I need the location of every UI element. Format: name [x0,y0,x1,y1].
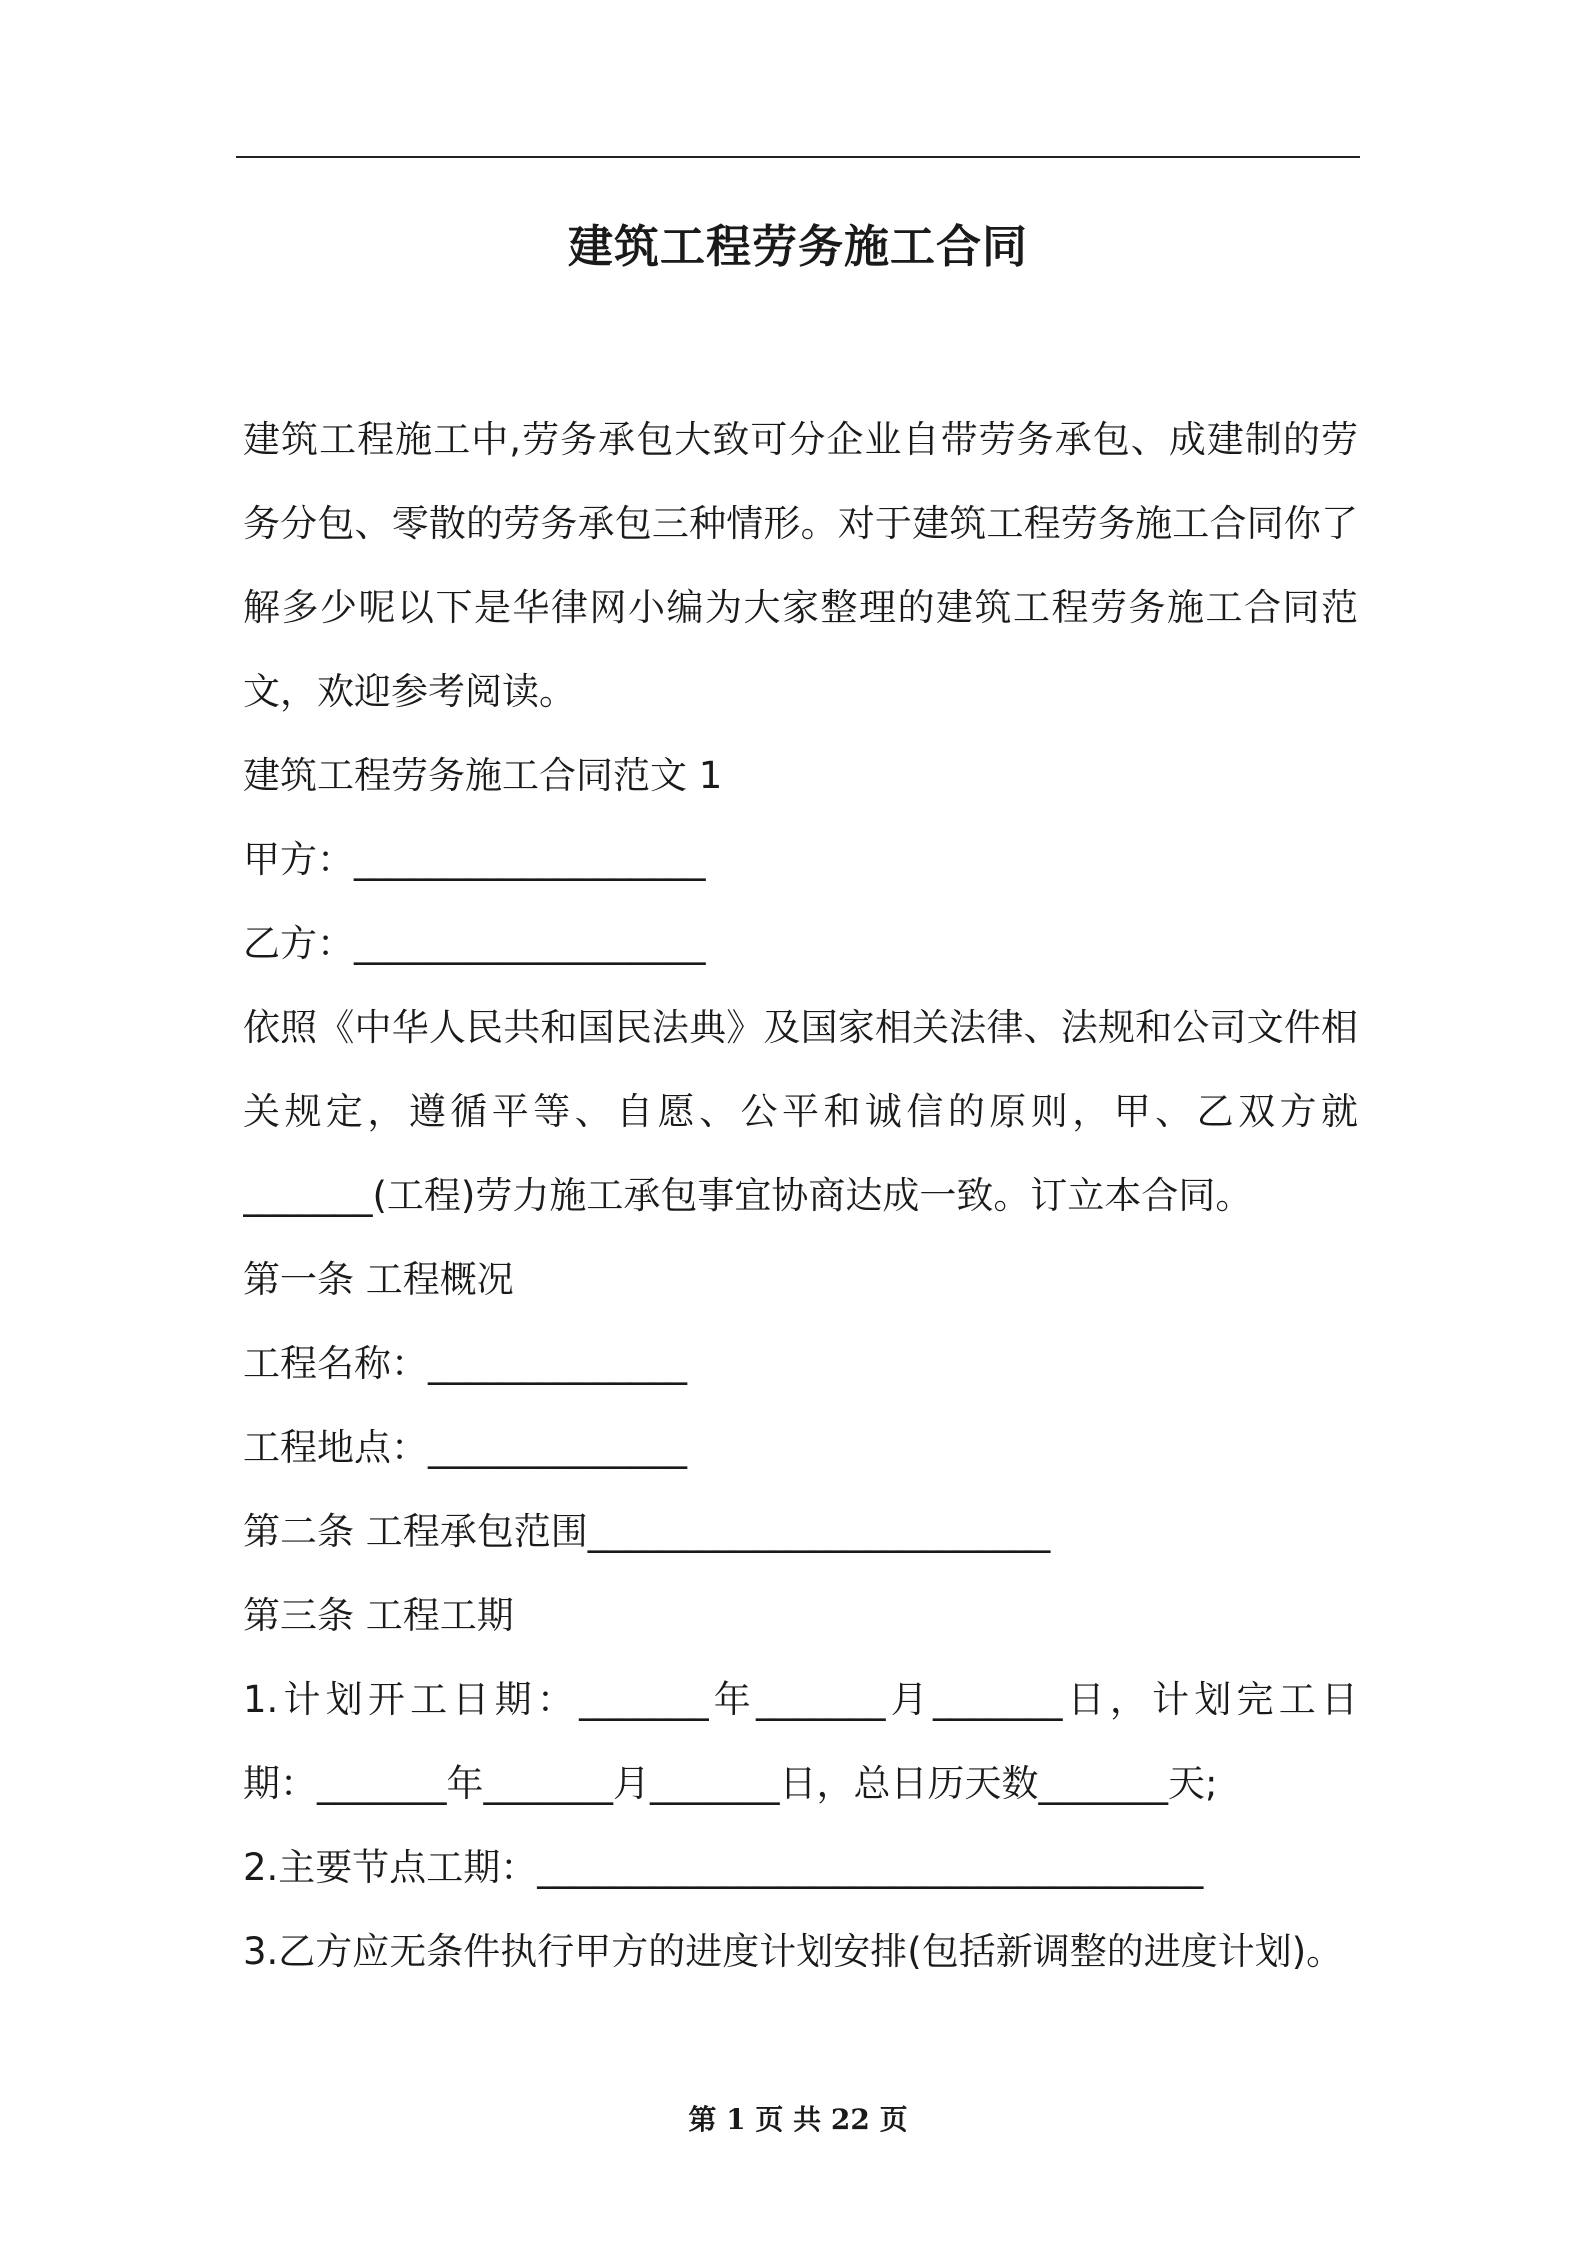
intro-line-1: 建筑工程施工中,劳务承包大致可分企业自带劳务承包、成建制的劳 [243,418,1358,461]
party-a-field: 甲方：___________________ [243,838,706,881]
item-3: 3.乙方应无条件执行甲方的进度计划安排(包括新调整的进度计划)。 [243,1930,1344,1973]
document-body [243,398,1358,1994]
basis-line-3: _______(工程)劳力施工承包事宜协商达成一致。订立本合同。 [243,1174,1253,1217]
intro-line-2: 务分包、零散的劳务承包三种情形。对于建筑工程劳务施工合同你了 [243,502,1358,545]
item-1-line-1: 1.计划开工日期：_______年_______月_______日，计划完工日 [243,1678,1358,1721]
article-3-heading: 第三条 工程工期 [243,1594,514,1637]
party-b-field: 乙方：___________________ [243,922,706,965]
article-1-heading: 第一条 工程概况 [243,1258,514,1301]
page-number: 第 1 页 共 22 页 [688,2103,908,2136]
item-1-line-2: 期：_______年_______月_______日，总日历天数_______天; [243,1762,1218,1805]
basis-line-1: 依照《中华人民共和国民法典》及国家相关法律、法规和公司文件相 [243,1006,1358,1049]
article-2: 第二条 工程承包范围_________________________ [243,1510,1051,1553]
project-name-field: 工程名称：______________ [243,1342,687,1385]
sample-heading: 建筑工程劳务施工合同范文 1 [243,754,723,797]
project-location-field: 工程地点：______________ [243,1426,687,1469]
intro-line-3: 解多少呢以下是华律网小编为大家整理的建筑工程劳务施工合同范 [243,586,1358,629]
header-rule [236,156,1360,158]
item-2: 2.主要节点工期：____________________________________ [243,1846,1204,1889]
basis-line-2: 关规定，遵循平等、自愿、公平和诚信的原则，甲、乙双方就 [243,1090,1358,1133]
document-title: 建筑工程劳务施工合同 [567,220,1028,273]
intro-line-4: 文，欢迎参考阅读。 [243,670,576,713]
